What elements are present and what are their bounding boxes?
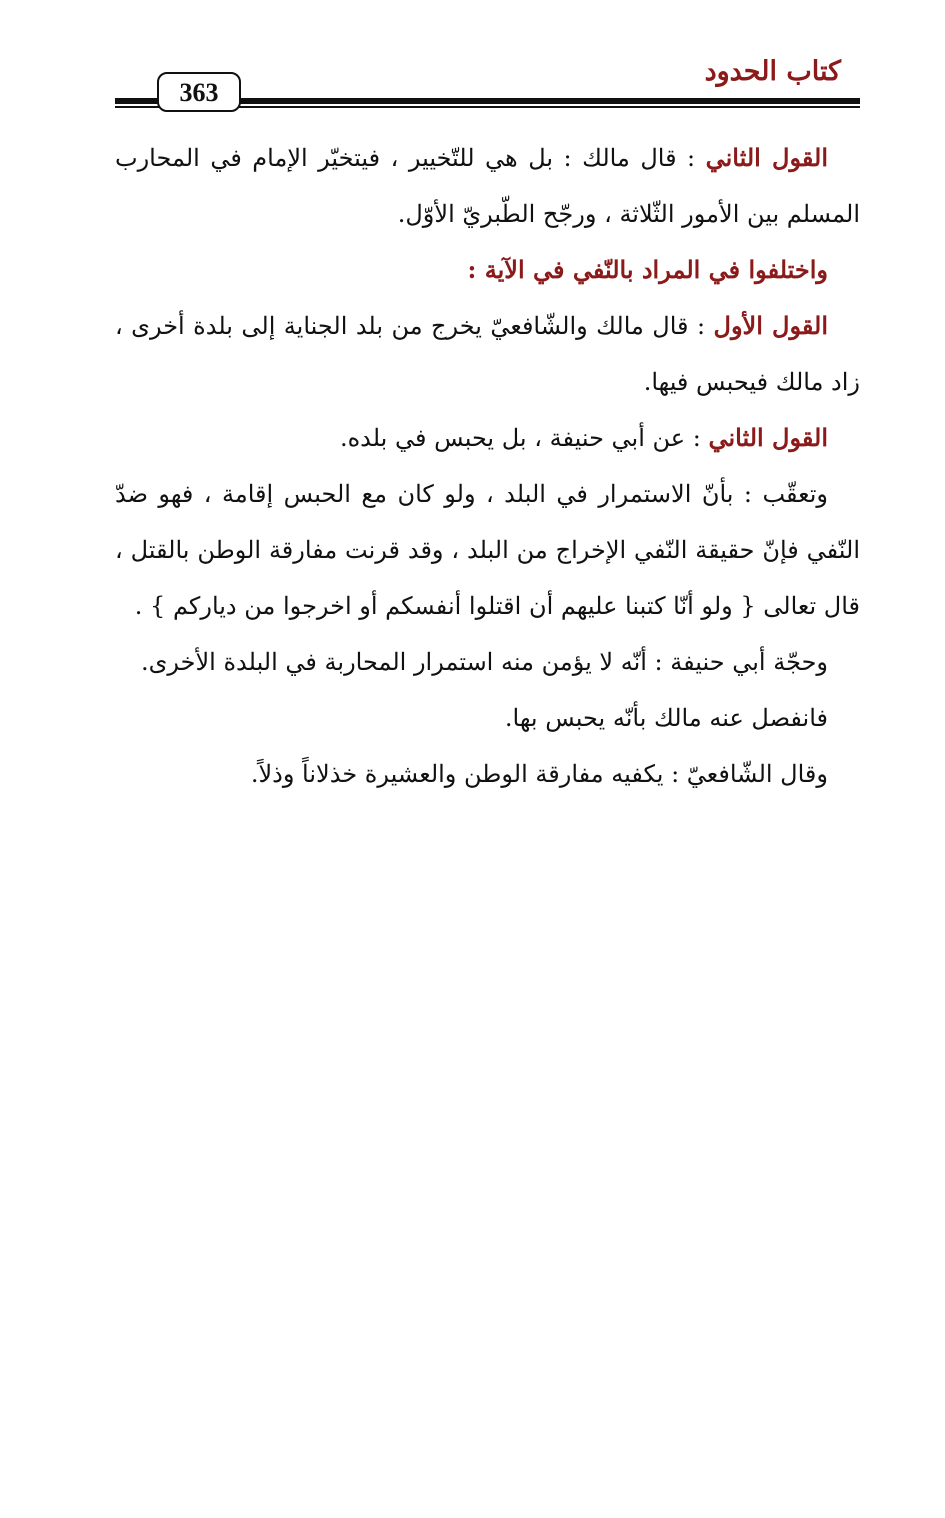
paragraph-text: : قال مالك : بل هي للتّخيير ، فيتخيّر الإمام في المحارب المسلم بين الأمور الثّلاثة ، ورجّح الطّبريّ الأوّل. (115, 144, 860, 228)
paragraph-shafii-statement (115, 746, 860, 802)
paragraph-abu-hanifa-argument (115, 634, 860, 690)
section-heading (115, 242, 860, 298)
paragraph-label: القول الثاني (705, 143, 829, 172)
paragraph-text: : قال مالك والشّافعيّ يخرج من بلد الجناية إلى بلدة أخرى ، زاد مالك فيحبس فيها. (115, 312, 860, 396)
book-title: كتاب الحدود (704, 56, 841, 87)
paragraph-rebuttal (115, 466, 860, 634)
paragraph-text: وقال الشّافعيّ : يكفيه مفارقة الوطن والعشيرة خذلاناً وذلاً. (250, 760, 828, 788)
paragraph-malik-response (115, 690, 860, 746)
paragraph-second-opinion-choice (115, 130, 860, 242)
paragraph-text: وحجّة أبي حنيفة : أنّه لا يؤمن منه استمرار المحاربة في البلدة الأخرى. (140, 648, 828, 676)
paragraph-text: فانفصل عنه مالك بأنّه يحبس بها. (504, 704, 828, 732)
paragraph-second-opinion-prison (115, 410, 860, 466)
paragraph-text: وتعقّب : بأنّ الاستمرار في البلد ، ولو كان مع الحبس إقامة ، فهو ضدّ النّفي فإنّ حقيقة النّفي الإخراج من البلد ، وقد قرنت مفارقة الوطن بالقتل ، قال تعالى { ولو أنّا كتبنا عليهم أن اقتلوا أنفسكم أو اخرجوا من دياركم } . (115, 480, 860, 620)
page-header (0, 0, 945, 130)
heading-text: واختلفوا في المراد بالنّفي في الآية : (467, 255, 828, 284)
paragraph-first-opinion (115, 298, 860, 410)
paragraph-text: : عن أبي حنيفة ، بل يحبس في بلده. (339, 424, 709, 452)
paragraph-label: القول الثاني (708, 423, 828, 452)
paragraph-label: القول الأول (713, 311, 829, 340)
page-number: 363 (157, 72, 241, 112)
page-body (115, 130, 860, 802)
